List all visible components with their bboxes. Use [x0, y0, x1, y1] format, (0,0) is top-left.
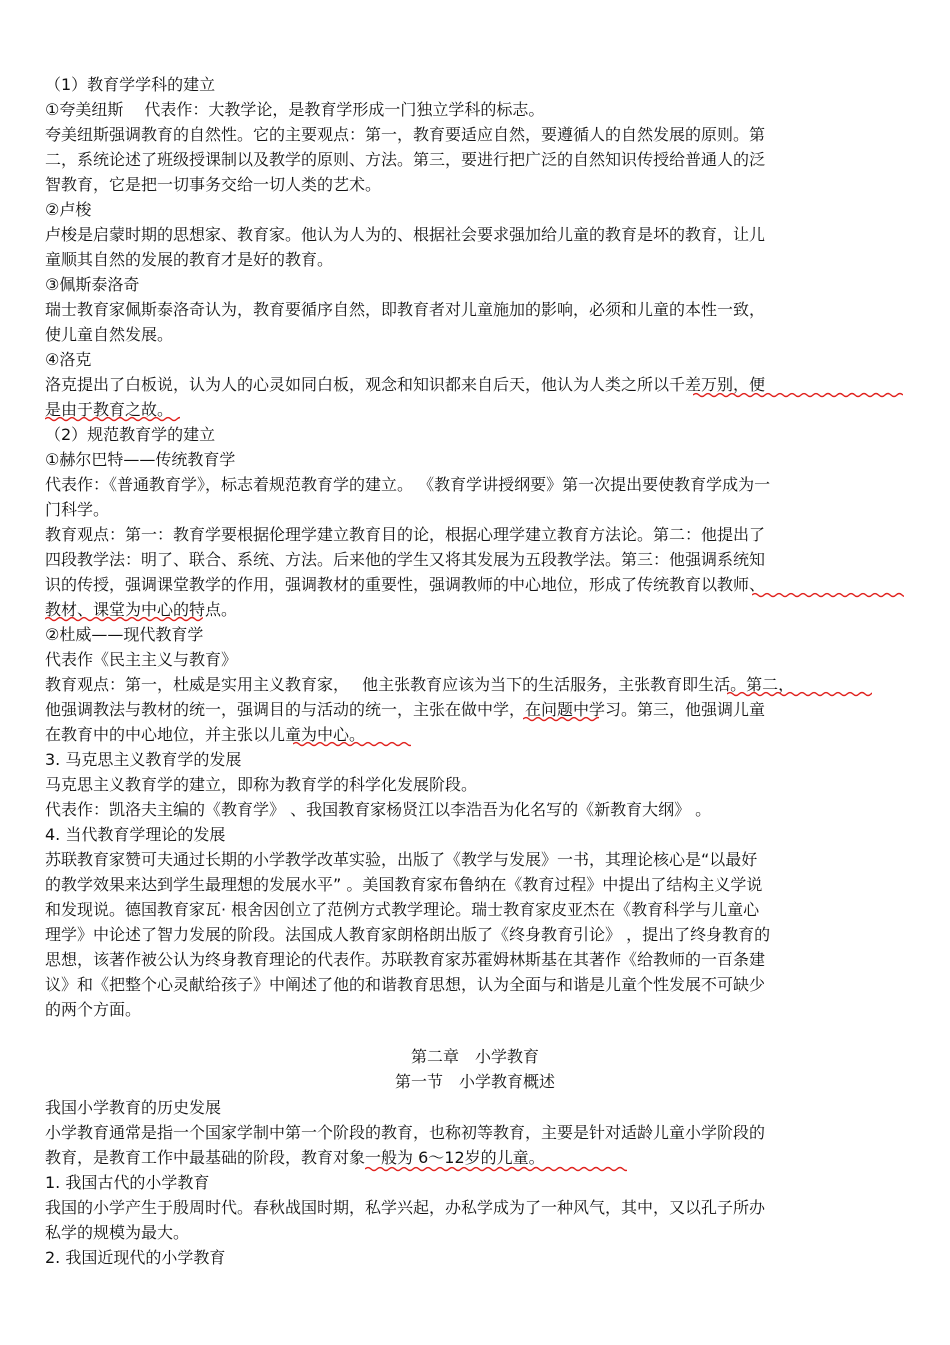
- subheading-locke: ④洛克: [45, 350, 92, 369]
- paragraph-line: 代表作：凯洛夫主编的《教育学》 、我国教育家杨贤江以李浩吾为化名写的《新教育大纲》 。: [45, 800, 712, 819]
- highlight-underline: [752, 592, 904, 598]
- paragraph-line: 瑞士教育家佩斯泰洛奇认为，教育要循序自然，即教育者对儿童施加的影响，必须和儿童的本性一致，: [45, 300, 766, 319]
- highlight-underline: [45, 616, 203, 622]
- paragraph-line: 童顺其自然的发展的教育才是好的教育。: [45, 250, 334, 269]
- subheading-herbart: ①赫尔巴特——传统教育学: [45, 450, 236, 469]
- paragraph-line: 四段教学法：明了、联合、系统、方法。后来他的学生又将其发展为五段教学法。第三：他强调系统知: [45, 550, 766, 569]
- paragraph-line: 使儿童自然发展。: [45, 325, 174, 344]
- paragraph-line: 苏联教育家赞可夫通过长期的小学教学改革实验，出版了《教学与发展》一书，其理论核心是“以最好: [45, 850, 758, 869]
- paragraph-line: 的两个方面。: [45, 1000, 142, 1019]
- paragraph-line: 在教育中的中心地位，并主张以儿童为中心。: [45, 725, 366, 744]
- paragraph-line: 二，系统论述了班级授课制以及教学的原则、方法。第三，要进行把广泛的自然知识传授给普通人的泛: [45, 150, 766, 169]
- subheading-dewey: ②杜威——现代教育学: [45, 625, 204, 644]
- paragraph-line: 教育观点：第一：教育学要根据伦理学建立教育目的论，根据心理学建立教育方法论。第二：他提出了: [45, 525, 766, 544]
- highlight-underline: [693, 392, 903, 398]
- heading-normative-pedagogy: （2）规范教育学的建立: [45, 425, 216, 444]
- paragraph-line: 夸美纽斯强调教育的自然性。它的主要观点：第一，教育要适应自然，要遵循人的自然发展的原则。第: [45, 125, 766, 144]
- paragraph-line: 理学》中论述了智力发展的阶段。法国成人教育家朗格朗出版了《终身教育引论》 ，提出了终身教育的: [45, 925, 771, 944]
- highlight-underline: [45, 416, 180, 422]
- subheading-rousseau: ②卢梭: [45, 200, 92, 219]
- paragraph-line: ①夸美纽斯 代表作：大教学论，是教育学形成一门独立学科的标志。: [45, 100, 545, 119]
- paragraph-line: 小学教育通常是指一个国家学制中第一个阶段的教育，也称初等教育，主要是针对适龄儿童小学阶段的: [45, 1123, 766, 1142]
- heading-discipline-establishment: （1）教育学学科的建立: [45, 75, 216, 94]
- highlight-underline: [293, 741, 411, 747]
- paragraph-line: 议》和《把整个心灵献给孩子》中阐述了他的和谐教育思想，认为全面与和谐是儿童个性发展不可缺少: [45, 975, 766, 994]
- paragraph-line: 他强调教法与教材的统一，强调目的与活动的统一，主张在做中学，在问题中学习。第三，他强调儿童: [45, 700, 766, 719]
- paragraph-line: 代表作《民主主义与教育》: [45, 650, 238, 669]
- paragraph-line: 卢梭是启蒙时期的思想家、教育家。他认为人为的、根据社会要求强加给儿童的教育是坏的教育，让儿: [45, 225, 766, 244]
- paragraph-line: 代表作：《普通教育学》，标志着规范教育学的建立。 《教育学讲授纲要》第一次提出要使教育学成为一: [45, 475, 771, 494]
- paragraph-line: 洛克提出了白板说，认为人的心灵如同白板，观念和知识都来自后天，他认为人类之所以千差万别，便: [45, 375, 766, 394]
- heading-modern-primary: 2. 我国近现代的小学教育: [45, 1248, 226, 1267]
- paragraph-line: 是由于教育之故。: [45, 400, 174, 419]
- heading-ancient-primary: 1. 我国古代的小学教育: [45, 1173, 210, 1192]
- paragraph-line: 教育观点：第一，杜威是实用主义教育家， 他主张教育应该为当下的生活服务，主张教育即生活。第二，: [45, 675, 795, 694]
- subheading-pestalozzi: ③佩斯泰洛奇: [45, 275, 140, 294]
- subheading-history: 我国小学教育的历史发展: [45, 1098, 222, 1117]
- chapter-title: 第二章 小学教育: [410, 1047, 539, 1066]
- paragraph-line: 教材、课堂为中心的特点。: [45, 600, 238, 619]
- highlight-underline: [727, 691, 872, 697]
- highlight-underline: [523, 716, 599, 722]
- paragraph-line: 私学的规模为最大。: [45, 1223, 190, 1242]
- paragraph-line: 教育，是教育工作中最基础的阶段，教育对象一般为 6～12岁的儿童。: [45, 1148, 545, 1167]
- paragraph-line: 马克思主义教育学的建立，即称为教育学的科学化发展阶段。: [45, 775, 478, 794]
- paragraph-line: 我国的小学产生于殷周时代。春秋战国时期，私学兴起，办私学成为了一种风气，其中，又以孔子所办: [45, 1198, 766, 1217]
- heading-contemporary-theory: 4. 当代教育学理论的发展: [45, 825, 226, 844]
- paragraph-line: 门科学。: [45, 500, 110, 519]
- paragraph-line: 的教学效果来达到学生最理想的发展水平” 。美国教育家布鲁纳在《教育过程》中提出了结构主义学说: [45, 875, 763, 894]
- heading-marxist-pedagogy: 3. 马克思主义教育学的发展: [45, 750, 242, 769]
- paragraph-line: 和发现说。德国教育家瓦· 根舍因创立了范例方式教学理论。瑞士教育家皮亚杰在《教育科学与儿童心: [45, 900, 760, 919]
- paragraph-line: 智教育，它是把一切事务交给一切人类的艺术。: [45, 175, 382, 194]
- section-title: 第一节 小学教育概述: [394, 1072, 555, 1091]
- paragraph-line: 识的传授，强调课堂教学的作用，强调教材的重要性，强调教师的中心地位，形成了传统教育以教师、: [45, 575, 766, 594]
- paragraph-line: 思想，该著作被公认为终身教育理论的代表作。苏联教育家苏霍姆林斯基在其著作《给教师的一百条建: [45, 950, 766, 969]
- highlight-underline: [365, 1166, 627, 1172]
